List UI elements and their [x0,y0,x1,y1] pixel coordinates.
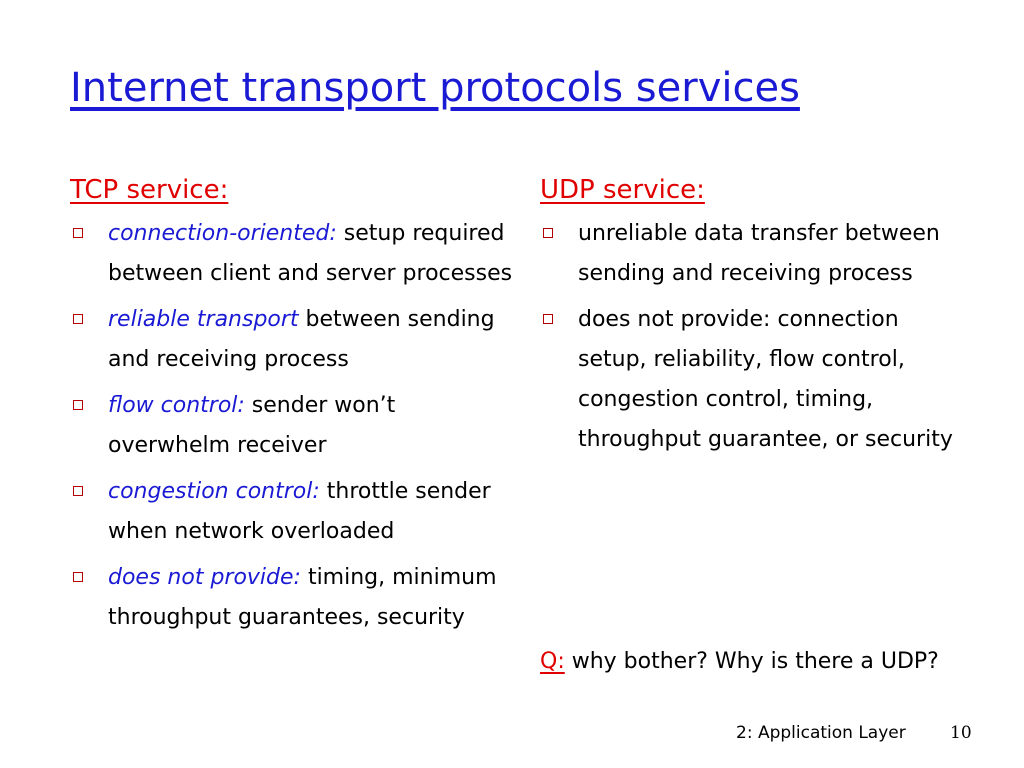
tcp-term: reliable transport [108,307,299,332]
tcp-term: flow control: [108,393,245,418]
tcp-text: sender won’t overwhelm receiver [108,393,396,458]
udp-column [540,170,960,466]
square-bullet-icon [543,228,553,238]
udp-heading: UDP service: [540,175,705,205]
slide-title: Internet transport protocols services [70,65,800,111]
udp-bullet-list [540,214,960,460]
udp-bullet-item [540,300,960,460]
footer-section-label: 2: Application Layer [736,723,906,743]
tcp-bullet-item [70,386,520,466]
tcp-bullet-item [70,472,520,552]
tcp-heading: TCP service: [70,175,229,205]
udp-bullet-item [540,214,960,294]
square-bullet-icon [73,314,83,324]
page-number: 10 [950,723,972,743]
udp-question [540,642,998,682]
tcp-bullet-item [70,558,520,638]
tcp-term: congestion control: [108,479,320,504]
square-bullet-icon [73,572,83,582]
square-bullet-icon [73,486,83,496]
tcp-bullet-list [70,214,520,638]
tcp-text: throttle sender when network overloaded [108,479,491,544]
tcp-bullet-item [70,214,520,294]
square-bullet-icon [543,314,553,324]
square-bullet-icon [73,228,83,238]
question-label: Q: [540,649,565,674]
tcp-column [70,170,520,644]
udp-text: unreliable data transfer between sending and receiving process [578,221,940,286]
tcp-term: does not provide: [108,565,301,590]
tcp-text: setup required between client and server processes [108,221,513,286]
tcp-term: connection-oriented: [108,221,337,246]
square-bullet-icon [73,400,83,410]
tcp-text: timing, minimum throughput guarantees, security [108,565,497,630]
tcp-text: between sending and receiving process [108,307,495,372]
udp-text: does not provide: connection setup, reliability, flow control, congestion control, timing, throughput guarantee, or security [578,307,953,452]
question-text: why bother? Why is there a UDP? [564,649,939,674]
tcp-bullet-item [70,300,520,380]
